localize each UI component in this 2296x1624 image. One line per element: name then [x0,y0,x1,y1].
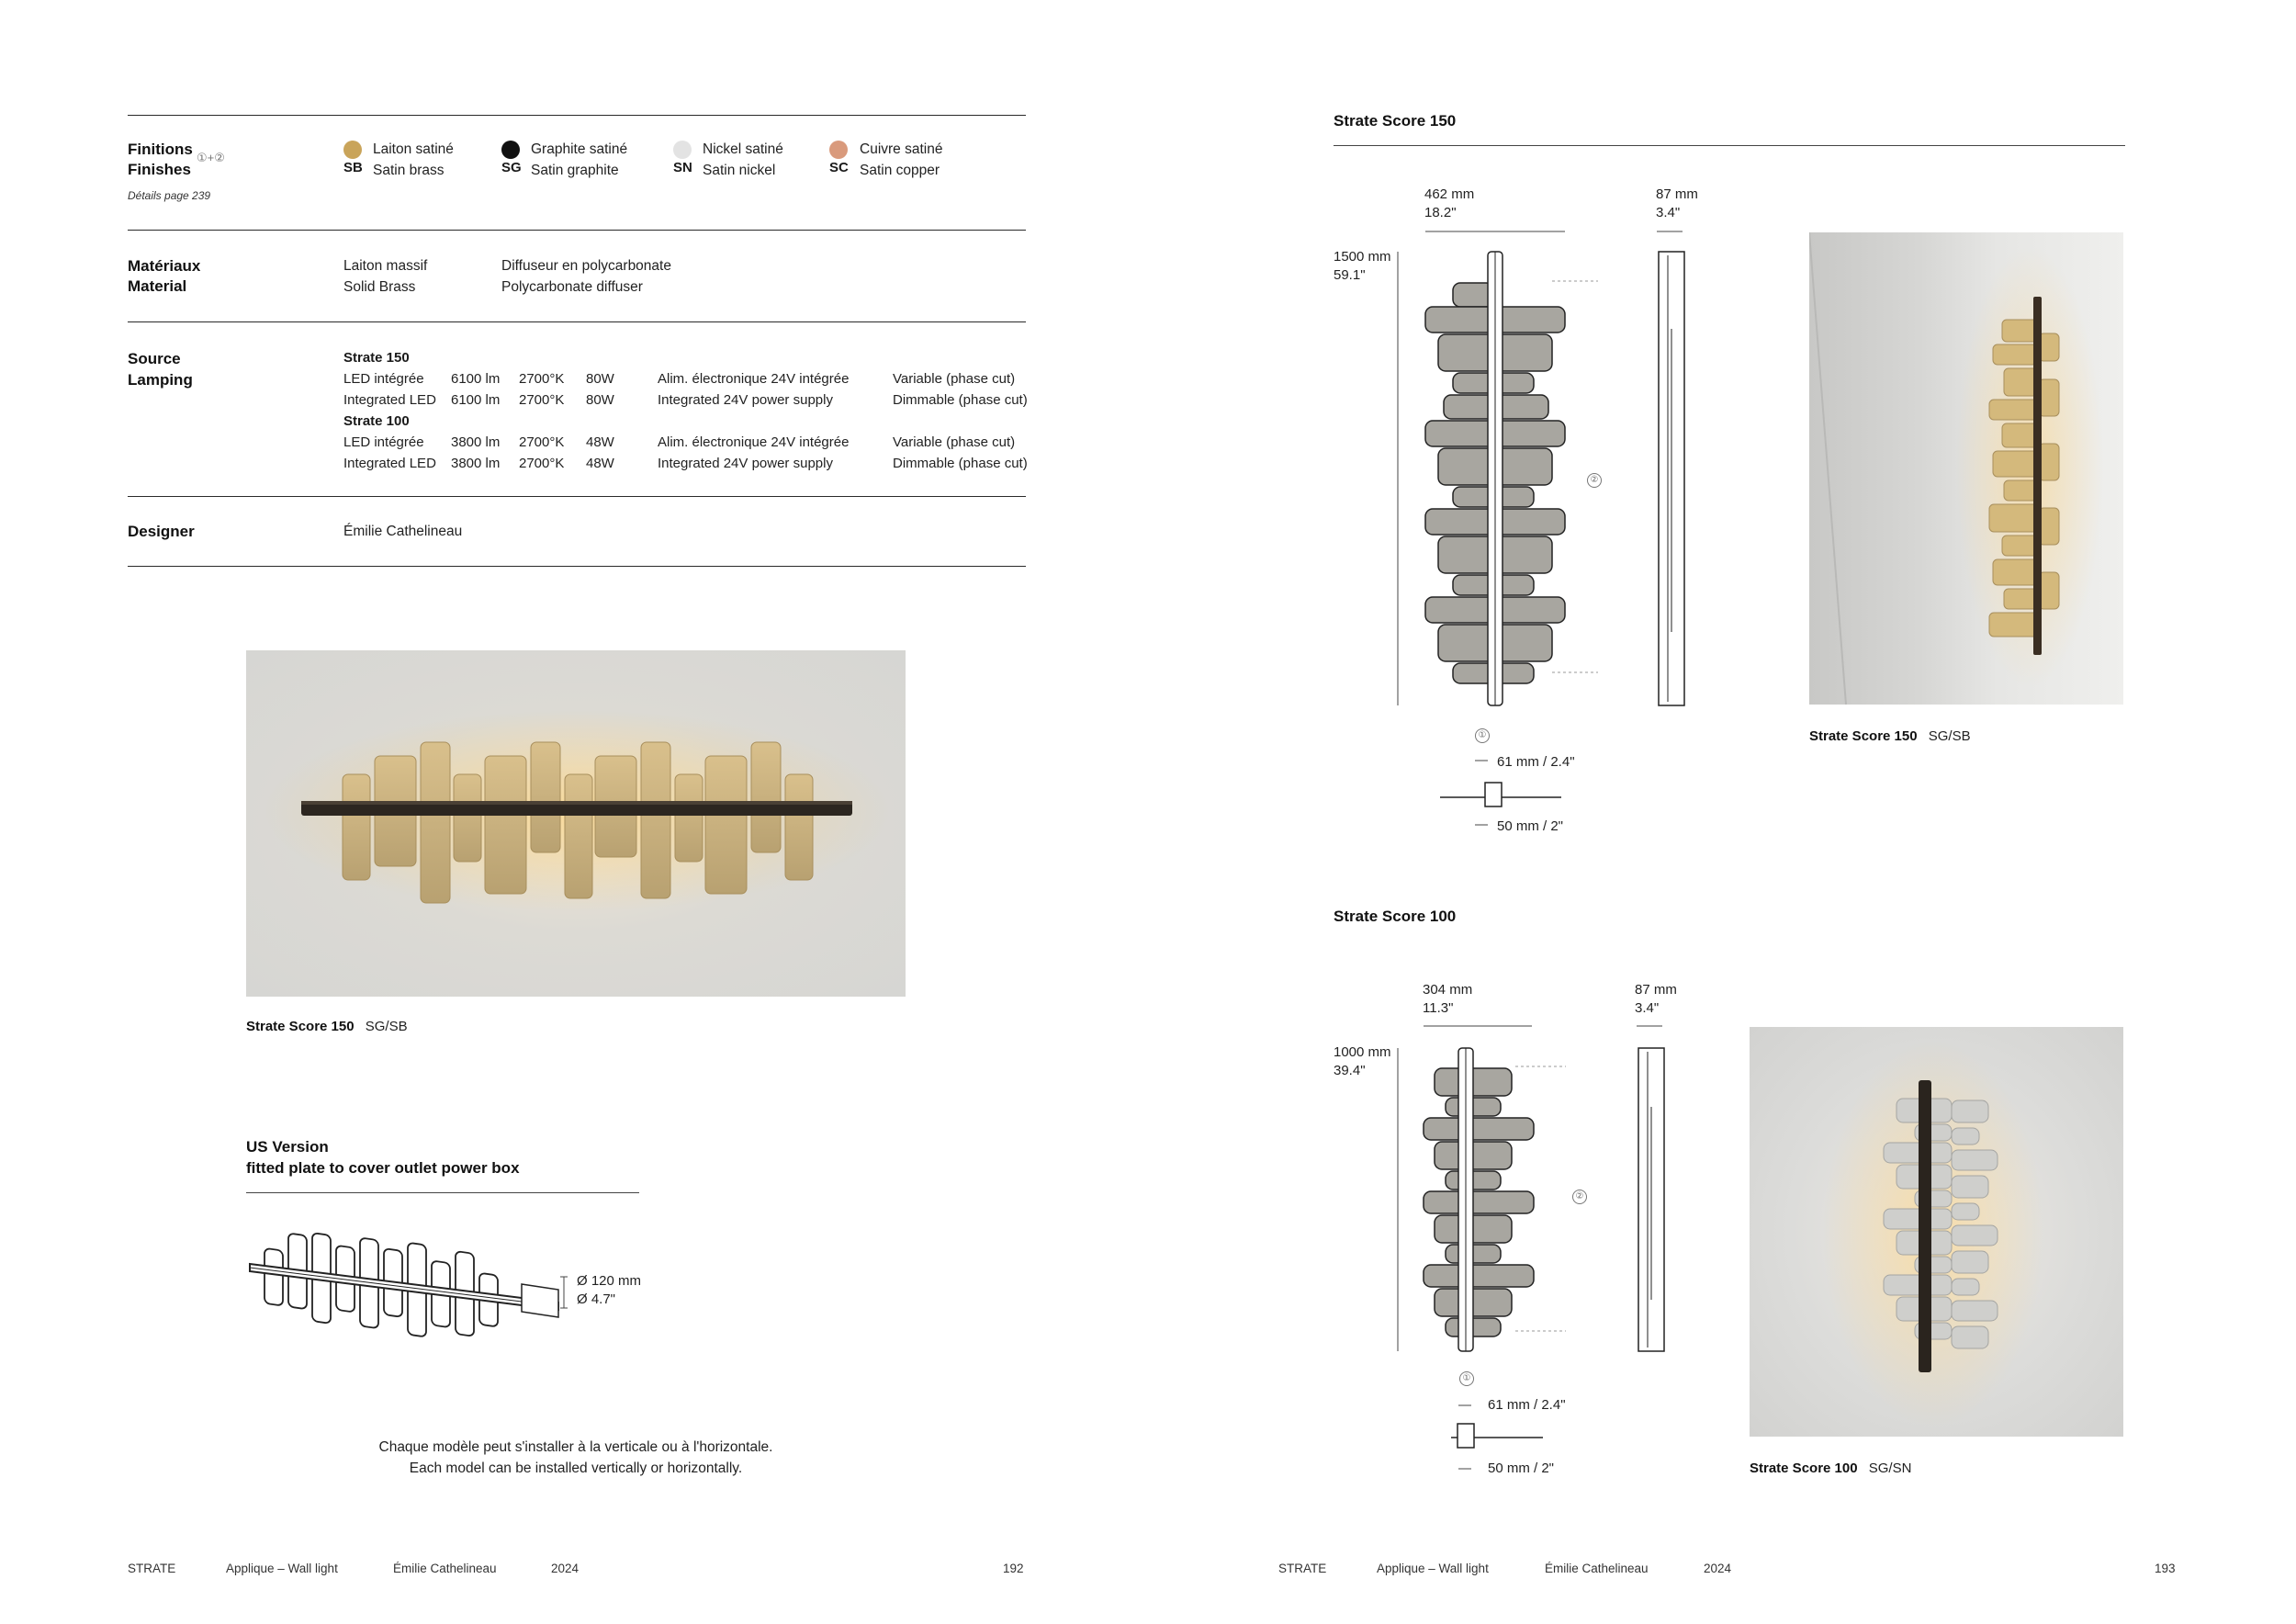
cell: Integrated LED [343,456,436,471]
marker-circle: ② [1587,473,1602,488]
divider [246,1192,639,1193]
cell: LED intégrée [343,371,424,387]
score100-marker-2 [1572,1187,1587,1204]
us-version-drawing [246,1220,577,1353]
score150-marker-1 [1475,726,1490,743]
finish-code: SN [673,160,692,175]
lamp-horizontal-illustration [246,650,906,997]
install-note-fr: Chaque modèle peut s'installer à la verticale ou à l'horizontale. [378,1439,773,1455]
cell: Dimmable (phase cut) [893,456,1028,471]
score100-photo-caption [1750,1460,1911,1476]
footer-page-number: 193 [2155,1562,2176,1575]
cell: 3800 lm [451,434,501,450]
score100-depth-in: 3.4" [1635,1000,1660,1016]
model-name: Strate 150 [343,350,410,366]
finish-name-fr: Nickel satiné [703,141,783,157]
swatch-dot [673,141,692,159]
swatch-dot [343,141,362,159]
swatch-dot [501,141,520,159]
score100-title: Strate Score 100 [1334,908,1457,925]
score150-height-in: 59.1" [1334,267,1366,283]
score150-depth-mm: 87 mm [1656,186,1698,202]
marker-circle: ① [1475,728,1490,743]
score150-photo-illustration [1809,232,2123,705]
cell: 80W [586,392,614,408]
install-note-en: Each model can be installed vertically or horizontally. [409,1460,743,1476]
cell: Variable (phase cut) [893,371,1016,387]
score100-depth-mm: 87 mm [1635,982,1677,998]
material-label-en: Material [128,277,187,295]
score150-width-in: 18.2" [1424,205,1457,220]
score100-width-in: 11.3" [1423,1000,1454,1016]
score150-depth-in: 3.4" [1656,205,1681,220]
divider [128,496,1026,497]
caption-finish: SG/SB [365,1019,408,1034]
score100-technical-drawing [1396,1024,1690,1506]
finish-name-en: Satin copper [860,163,940,178]
footer-year: 2024 [1704,1562,1732,1575]
score100-photo [1750,1027,2123,1437]
score100-plate-depth: 61 mm / 2.4" [1488,1397,1566,1413]
cell: 6100 lm [451,392,501,408]
table-row [343,453,1028,474]
cell: 2700°K [519,456,565,471]
source-label-fr: Source [128,350,181,367]
score150-photo [1809,232,2123,705]
footer-designer: Émilie Cathelineau [1545,1562,1649,1575]
caption-finish: SG/SN [1868,1460,1912,1476]
score100-height-in: 39.4" [1334,1063,1366,1078]
photo-caption [246,1019,408,1034]
designer-label: Designer [128,523,195,540]
marker-circle: ① [1459,1371,1474,1386]
finish-code: SC [829,160,849,175]
divider [128,566,1026,567]
table-row [343,368,1028,389]
designer-name: Émilie Cathelineau [343,524,463,539]
cell: LED intégrée [343,434,424,450]
score150-photo-caption [1809,728,1971,744]
us-dim-in: Ø 4.7" [577,1291,616,1307]
marker-circle: ② [1572,1190,1587,1204]
footer-type: Applique – Wall light [226,1562,338,1575]
cell: 2700°K [519,371,565,387]
caption-model: Strate Score 150 [246,1019,355,1034]
footer-year: 2024 [551,1562,580,1575]
material-col2-en: Polycarbonate diffuser [501,279,643,295]
material-label-fr: Matériaux [128,257,201,275]
material-col1-en: Solid Brass [343,279,416,295]
divider [128,115,1026,116]
us-version-title: US Version [246,1138,329,1156]
footer-collection: STRATE [1278,1562,1327,1575]
score150-height-mm: 1500 mm [1334,249,1391,265]
caption-model: Strate Score 100 [1750,1460,1858,1476]
caption-model: Strate Score 150 [1809,728,1918,744]
score100-plate-width: 50 mm / 2" [1488,1460,1555,1476]
footer-type: Applique – Wall light [1377,1562,1489,1575]
cell: Variable (phase cut) [893,434,1016,450]
score150-plate-width: 50 mm / 2" [1497,818,1564,834]
us-version-subtitle: fitted plate to cover outlet power box [246,1159,520,1177]
finish-code: SB [343,160,363,175]
finish-code: SG [501,160,522,175]
score150-width-mm: 462 mm [1424,186,1475,202]
finish-name-fr: Cuivre satiné [860,141,943,157]
finishes-markers: ①+② [197,151,225,164]
cell: 80W [586,371,614,387]
cell: 2700°K [519,434,565,450]
footer-page-number: 192 [1003,1562,1024,1575]
footer-designer: Émilie Cathelineau [393,1562,497,1575]
source-label-en: Lamping [128,371,193,389]
table-row [343,432,1028,453]
lamping-rows-150 [343,368,1028,411]
score100-marker-1 [1459,1369,1474,1386]
score100-width-mm: 304 mm [1423,982,1473,998]
lamping-rows-100 [343,432,1028,474]
score150-marker-2 [1587,470,1602,488]
finishes-label-fr: Finitions [128,141,193,158]
cell: Alim. électronique 24V intégrée [658,434,850,450]
score100-drawing-svg [1396,1024,1690,1502]
score150-plate-depth: 61 mm / 2.4" [1497,754,1575,770]
score150-title: Strate Score 150 [1334,112,1457,130]
divider [128,230,1026,231]
cell: Alim. électronique 24V intégrée [658,371,850,387]
product-photo-horizontal [246,650,906,997]
material-col2-fr: Diffuseur en polycarbonate [501,258,671,274]
finish-name-fr: Graphite satiné [531,141,628,157]
finishes-label-en: Finishes [128,161,191,178]
table-row [343,389,1028,411]
finish-name-en: Satin nickel [703,163,776,178]
cell: 48W [586,434,614,450]
cell: Integrated LED [343,392,436,408]
caption-finish: SG/SB [1928,728,1971,744]
finishes-details: Détails page 239 [128,189,211,202]
model-name: Strate 100 [343,413,410,429]
cell: Dimmable (phase cut) [893,392,1028,408]
lamping-table [343,347,1028,474]
finish-name-en: Satin brass [373,163,445,178]
score100-height-mm: 1000 mm [1334,1044,1391,1060]
us-version-line-drawing [246,1220,577,1348]
us-dim-mm: Ø 120 mm [577,1273,642,1289]
divider [1334,145,2125,146]
score100-photo-illustration [1750,1027,2123,1437]
cell: Integrated 24V power supply [658,392,833,408]
cell: 2700°K [519,392,565,408]
cell: 48W [586,456,614,471]
material-col1-fr: Laiton massif [343,258,428,274]
finish-name-en: Satin graphite [531,163,619,178]
finish-name-fr: Laiton satiné [373,141,454,157]
divider [128,321,1026,322]
swatch-dot [829,141,848,159]
footer-collection: STRATE [128,1562,176,1575]
cell: 6100 lm [451,371,501,387]
cell: 3800 lm [451,456,501,471]
cell: Integrated 24V power supply [658,456,833,471]
